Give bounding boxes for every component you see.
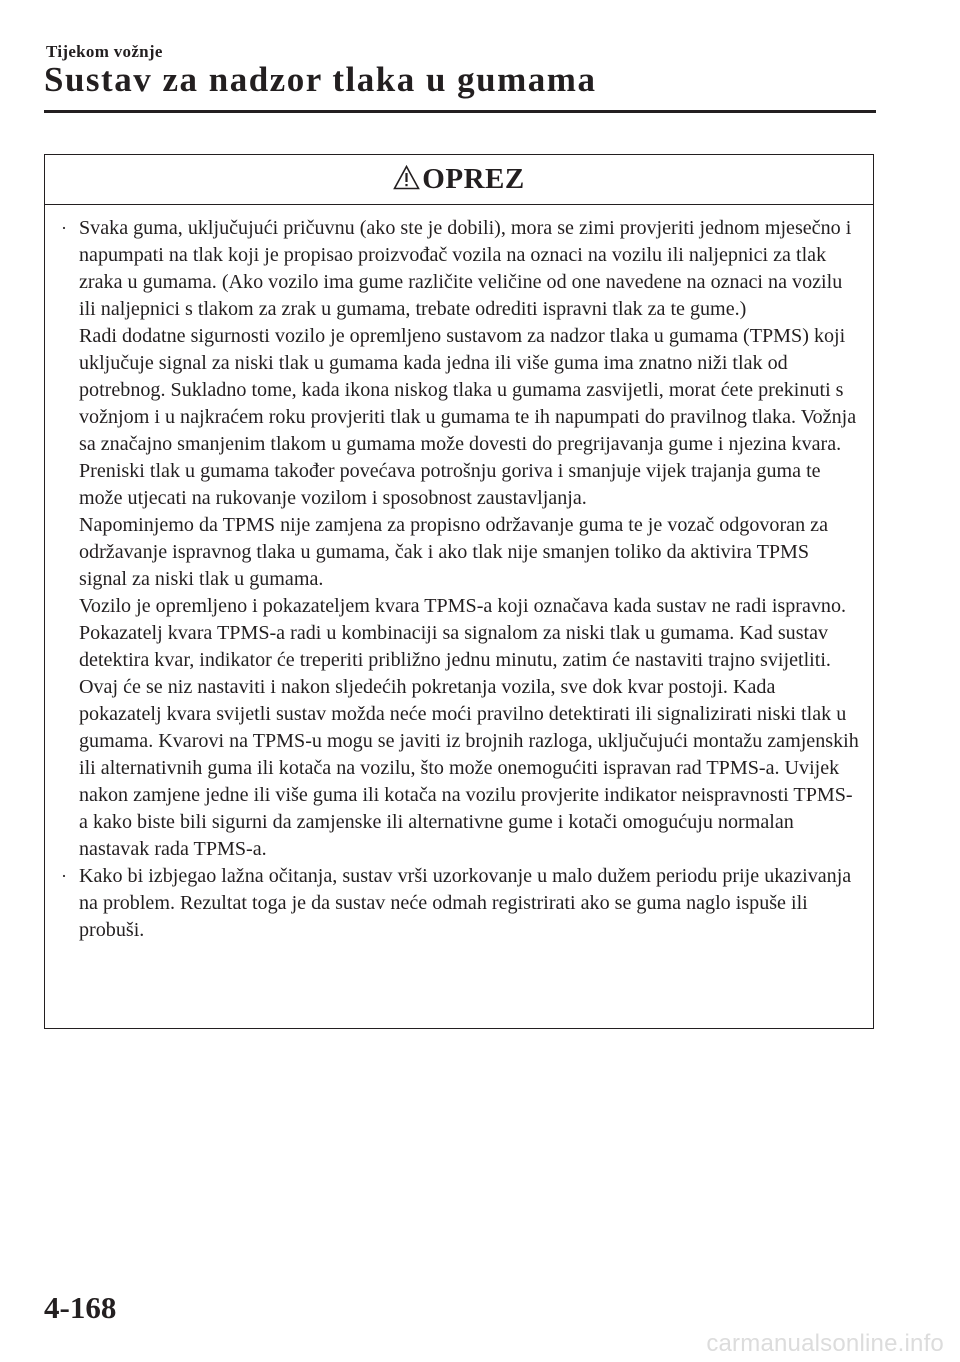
caution-title: OPREZ [422,163,525,195]
bullet-1-paragraph-2: Radi dodatne sigurnosti vozilo je opremljeno sustavom za nadzor tlaka u gumama (TPMS) koji uključuje signal za niski tlak u gumama kada jedna ili više guma ima znatno niži tlak od potrebnog. Sukladno tome, kada ikona niskog tlaka u gumama zasvijetli, morat ćete prekinuti s vožnjom i u najkraćem roku provjeriti tlak u gumama te ih napumpati do pravilnog tlaka. Vožnja sa značajno smanjenim tlakom u gumama može dovesti do pregrijavanja gume i njezina kvara. Preniski tlak u gumama također povećava potrošnju goriva i smanjuje vijek trajanja guma te može utjecati na rukovanje vozilom i sposobnost zaustavljanja. [79,325,857,509]
caution-box [44,154,874,1029]
header-rule [44,110,876,113]
caution-header [45,155,873,205]
bullet-1-paragraph-4: Vozilo je opremljeno i pokazateljem kvara TPMS-a koji označava kada sustav ne radi ispravno. [79,595,847,617]
caution-bullet-1 [59,215,859,863]
bullet-1-paragraph-3: Napominjemo da TPMS nije zamjena za propisno održavanje guma te je vozač odgovoran za održavanje ispravnog tlaka u gumama, čak i ako tlak nije smanjen toliko da aktivira TPMS signal za niski tlak u gumama. [79,514,828,590]
page-title: Sustav za nadzor tlaka u gumama [44,60,597,99]
bullet-1-paragraph-1: Svaka guma, uključujući pričuvnu (ako ste je dobili), mora se zimi provjeriti jednom mjesečno i napumpati na tlak koji je propisao proizvođač vozila na oznaci na vozilu ili naljepnici za tlak zraka u gumama. (Ako vozilo ima gume različite veličine od one navedene na oznaci na vozilu ili naljepnici s tlakom za zrak u gumama, trebate odrediti ispravni tlak za te gume.) [79,217,852,320]
bullet-2-paragraph-1: Kako bi izbjegao lažna očitanja, sustav vrši uzorkovanje u malo dužem periodu prije ukazivanja na problem. Rezultat toga je da sustav neće odmah registrirati ako se guma naglo ispuše ili probuši. [79,865,852,941]
bullet-dot: · [61,866,67,886]
warning-triangle-icon [393,165,420,190]
caution-bullet-2 [59,863,859,944]
bullet-dot: · [61,218,67,238]
page-number: 4-168 [44,1290,117,1325]
watermark: carmanualsonline.info [706,1330,944,1357]
section-label: Tijekom vožnje [46,42,163,61]
caution-body [45,205,873,944]
bullet-1-paragraph-5: Pokazatelj kvara TPMS-a radi u kombinaciji sa signalom za niski tlak u gumama. Kad sustav detektira kvar, indikator će treperiti približno jednu minutu, zatim će nastaviti trajno svijetliti. Ovaj će se niz nastaviti i nakon sljedećih pokretanja vozila, sve dok kvar postoji. Kada pokazatelj kvara svijetli sustav možda neće moći pravilno detektirati ili signalizirati niski tlak u gumama. Kvarovi na TPMS-u mogu se javiti iz brojnih razloga, uključujući montažu zamjenskih ili alternativnih guma ili kotača na vozilu, što može onemogućiti ispravan rad TPMS-a. Uvijek nakon zamjene jedne ili više guma ili kotača na vozilu provjerite indikator neispravnosti TPMS-a kako biste bili sigurni da zamjenske ili alternativne gume i kotači omogućuju normalan nastavak rada TPMS-a. [79,622,859,860]
